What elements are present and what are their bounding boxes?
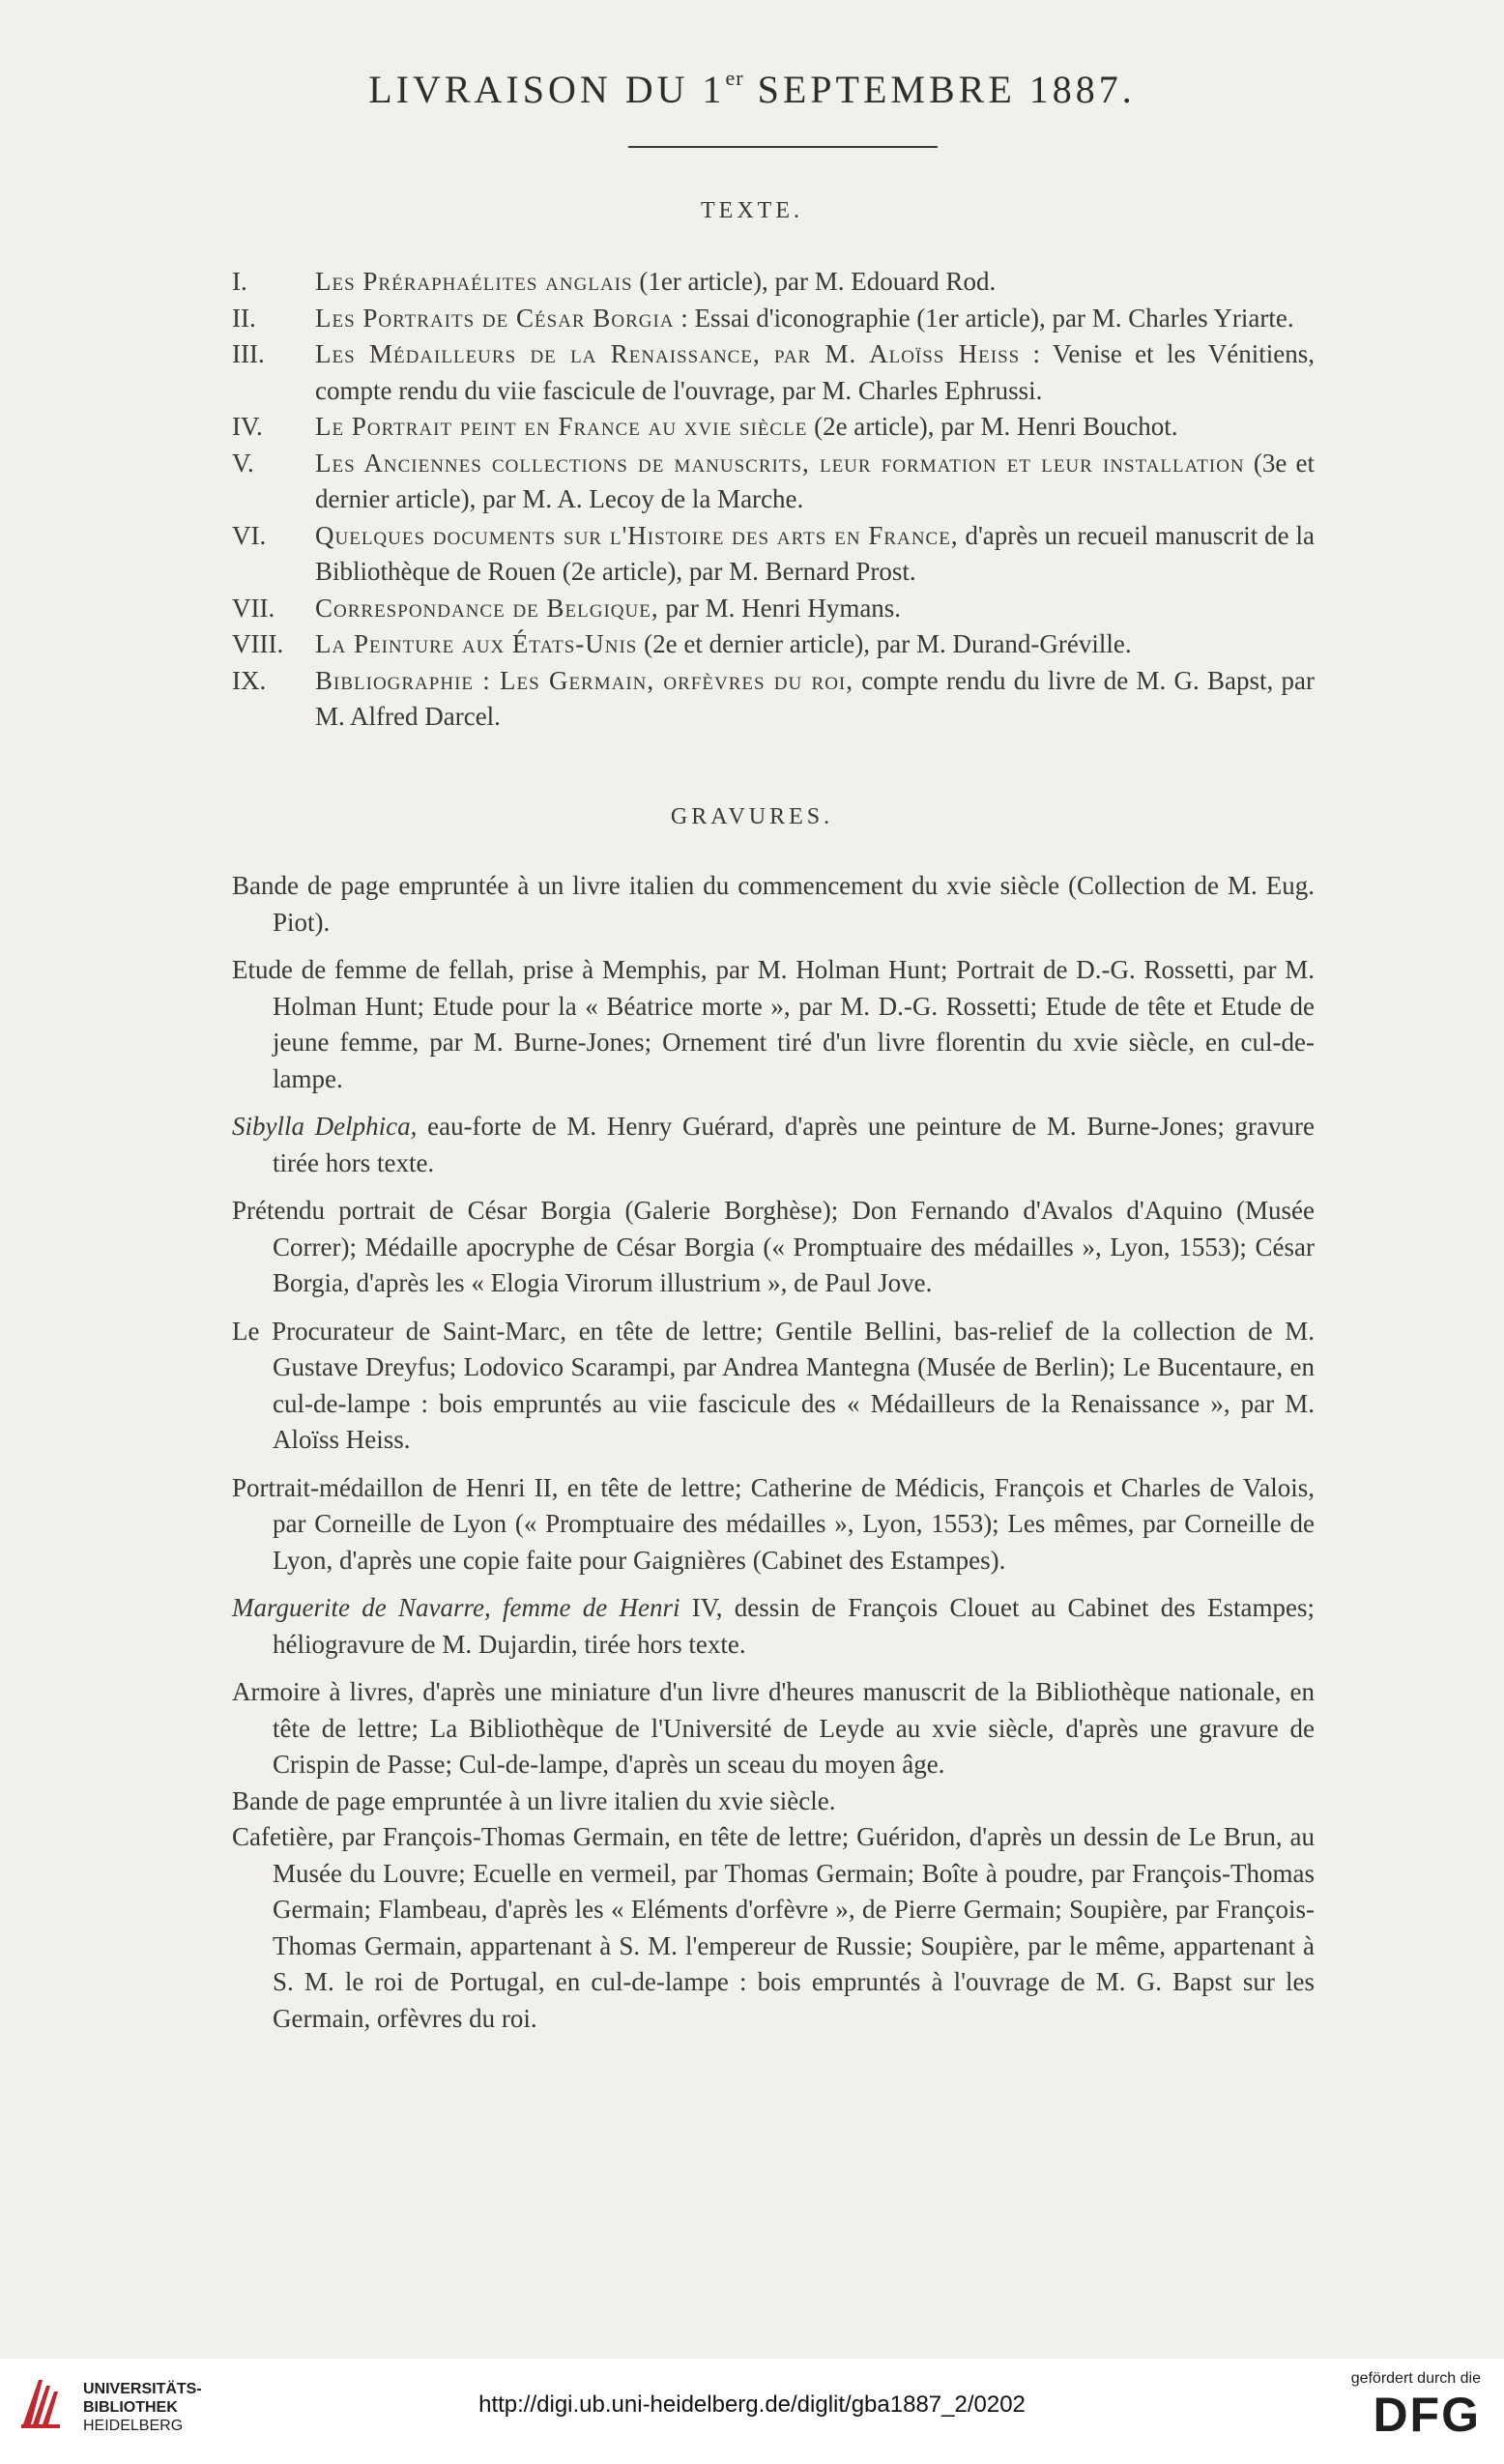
toc-item xyxy=(232,264,1315,301)
gravure-entry xyxy=(232,1674,1315,1783)
title-suffix: SEPTEMBRE 1887. xyxy=(743,68,1136,111)
gravure-entry xyxy=(232,1193,1315,1302)
toc-item-detail: d'après un recueil manuscrit de la Bibliothèque de Rouen (2e article), par M. Bernard Prost. xyxy=(315,520,1316,586)
toc-item xyxy=(232,626,1315,663)
toc-item xyxy=(232,591,1315,627)
library-name-line: UNIVERSITÄTS- xyxy=(83,2381,202,2397)
gravure-text: Portrait-médaillon de Henri II, en tête de lettre; Catherine de Médicis, François et Charles de Valois, par Corneille de Lyon (« Promptuaire des médailles », Lyon, 1553); Les mêmes, par Corneille de Lyon, d'après une copie faite pour Gaignières (Cabinet des Estampes). xyxy=(232,1472,1315,1575)
texte-heading: TEXTE. xyxy=(701,198,803,223)
toc-item-title: Les Anciennes collections de manuscrits, leur formation et leur installation xyxy=(315,448,1245,478)
toc-item-number: I. xyxy=(232,267,247,296)
gravure-italic-title: Sibylla Delphica, xyxy=(232,1112,418,1141)
toc-item-number: V. xyxy=(232,448,254,478)
toc-item-number: IV. xyxy=(232,412,263,441)
toc-item-title: Les Médailleurs de la Renaissance, par M. Aloïss Heiss xyxy=(315,339,1021,368)
toc-item-title: Le Portrait peint en France au xvie siècle xyxy=(315,412,808,441)
dfg-logo-icon: DFG xyxy=(1373,2388,1481,2442)
toc-item-detail: : Venise et les Vénitiens, compte rendu du viie fascicule de l'ouvrage, par M. Charles Ephrussi. xyxy=(315,339,1315,405)
toc-item-detail: : Essai d'iconographie (1er article), par M. Charles Yriarte. xyxy=(674,303,1294,333)
toc-item-number: VIII. xyxy=(232,629,284,658)
title-divider xyxy=(628,146,938,148)
gravure-text: Etude de femme de fellah, prise à Memphis, par M. Holman Hunt; Portrait de D.-G. Rossetti, par M. Holman Hunt; Etude pour la « Béatrice morte », par M. D.-G. Rossetti; Etude de tête et Etude de jeune femme, par M. Burne-Jones; Ornement tiré d'un livre florentin du xvie siècle, en cul-de-lampe. xyxy=(232,955,1315,1093)
toc-item-detail: (1er article), par M. Edouard Rod. xyxy=(632,267,997,296)
funder-logo[interactable] xyxy=(1326,2370,1481,2442)
library-name-line: HEIDELBERG xyxy=(83,2418,184,2434)
toc-item-title: La Peinture aux États-Unis xyxy=(315,629,638,658)
toc-item xyxy=(232,446,1315,518)
toc-item xyxy=(232,336,1315,409)
toc-item xyxy=(232,409,1315,446)
gravure-text: Cafetière, par François-Thomas Germain, en tête de lettre; Guéridon, d'après un dessin de Le Brun, au Musée du Louvre; Ecuelle en vermeil, par Thomas Germain; Boîte à poudre, par François-Thomas Germain; Flambeau, d'après les « Eléments d'orfèvre », de Pierre Germain; Soupière, par François-Thomas Germain, appartenant à S. M. l'empereur de Russie; Soupière, par le même, appartenant à S. M. le roi de Portugal, en cul-de-lampe : bois empruntés à l'ouvrage de M. G. Bapst sur les Germain, orfèvres du roi. xyxy=(232,1822,1315,2033)
toc-item-number: VI. xyxy=(232,520,267,550)
toc-item-detail: (3e et dernier article), par M. A. Lecoy de la Marche. xyxy=(315,448,1315,513)
permalink-url[interactable]: http://digi.ub.uni-heidelberg.de/diglit/gba1887_2/0202 xyxy=(478,2392,1026,2418)
gravure-entry xyxy=(232,1470,1315,1580)
texte-list xyxy=(232,264,1315,736)
toc-item-title: Correspondance de Belgique, xyxy=(315,593,659,623)
gravure-text: Armoire à livres, d'après une miniature d'un livre d'heures manuscrit de la Bibliothèque nationale, en tête de lettre; La Bibliothèque de l'Université de Leyde au xvie siècle, d'après une gravure de Crispin de Passe; Cul-de-lampe, d'après un sceau du moyen âge. xyxy=(232,1677,1315,1779)
toc-item-detail: (2e et dernier article), par M. Durand-Gréville. xyxy=(637,629,1132,658)
title-superscript: er xyxy=(725,66,744,90)
toc-item-detail: par M. Henri Hymans. xyxy=(658,593,902,623)
funder-caption: gefördert durch die xyxy=(1350,2370,1481,2387)
toc-item-title: Quelques documents sur l'Histoire des arts en France, xyxy=(315,520,959,550)
toc-item-detail: compte rendu du livre de M. G. Bapst, par M. Alfred Darcel. xyxy=(315,665,1316,731)
footer-bar xyxy=(0,2359,1504,2464)
toc-item-title: Bibliographie : Les Germain, orfèvres du roi, xyxy=(315,665,853,695)
gravure-entry xyxy=(232,1819,1315,2037)
gravure-entry xyxy=(232,1590,1315,1663)
gravure-italic-title: Marguerite de Navarre, femme de Henri xyxy=(232,1593,680,1622)
gravure-text: Bande de page empruntée à un livre italien du xvie siècle. xyxy=(232,1785,836,1815)
gravures-list xyxy=(232,868,1315,2048)
toc-item-number: II. xyxy=(232,303,256,333)
gravure-entry xyxy=(232,868,1315,941)
toc-item-number: VII. xyxy=(232,593,275,623)
toc-item xyxy=(232,663,1315,736)
toc-item xyxy=(232,301,1315,337)
gravure-text: eau-forte de M. Henry Guérard, d'après une peinture de M. Burne-Jones; gravure tirée hors texte. xyxy=(273,1112,1315,1177)
gravures-heading: GRAVURES. xyxy=(670,804,834,829)
gravure-text: Prétendu portrait de César Borgia (Galerie Borghèse); Don Fernando d'Avalos d'Aquino (Musée Correr); Médaille apocryphe de César Borgia (« Promptuaire des médailles », Lyon, 1553); César Borgia, d'après les « Elogia Virorum illustrium », de Paul Jove. xyxy=(232,1196,1315,1297)
gravure-entry xyxy=(232,1109,1315,1181)
toc-item-title: Les Portraits de César Borgia xyxy=(315,303,675,333)
toc-item xyxy=(232,518,1315,591)
toc-item-number: III. xyxy=(232,339,265,368)
toc-item-number: IX. xyxy=(232,665,267,695)
page-title xyxy=(0,66,1504,112)
toc-item-detail: (2e article), par M. Henri Bouchot. xyxy=(807,412,1178,441)
gravure-text: IV, dessin de François Clouet au Cabinet des Estampes; héliogravure de M. Dujardin, tirée hors texte. xyxy=(273,1593,1315,1659)
gravure-entry xyxy=(232,1783,1315,1820)
title-prefix: LIVRAISON DU 1 xyxy=(368,68,726,111)
gravure-entry xyxy=(232,952,1315,1097)
library-name-line: BIBLIOTHEK xyxy=(83,2399,178,2416)
gravure-text: Le Procurateur de Saint-Marc, en tête de lettre; Gentile Bellini, bas-relief de la collection de M. Gustave Dreyfus; Lodovico Scarampi, par Andrea Mantegna (Musée de Berlin); Le Bucentaure, en cul-de-lampe : bois empruntés au viie fascicule des « Médailleurs de la Renaissance », par M. Aloïss Heiss. xyxy=(232,1316,1315,1454)
gravure-text: Bande de page empruntée à un livre italien du commencement du xvie siècle (Collection de M. Eug. Piot). xyxy=(232,871,1315,937)
gravure-entry xyxy=(232,1314,1315,1459)
toc-item-title: Les Préraphaélites anglais xyxy=(315,267,633,296)
